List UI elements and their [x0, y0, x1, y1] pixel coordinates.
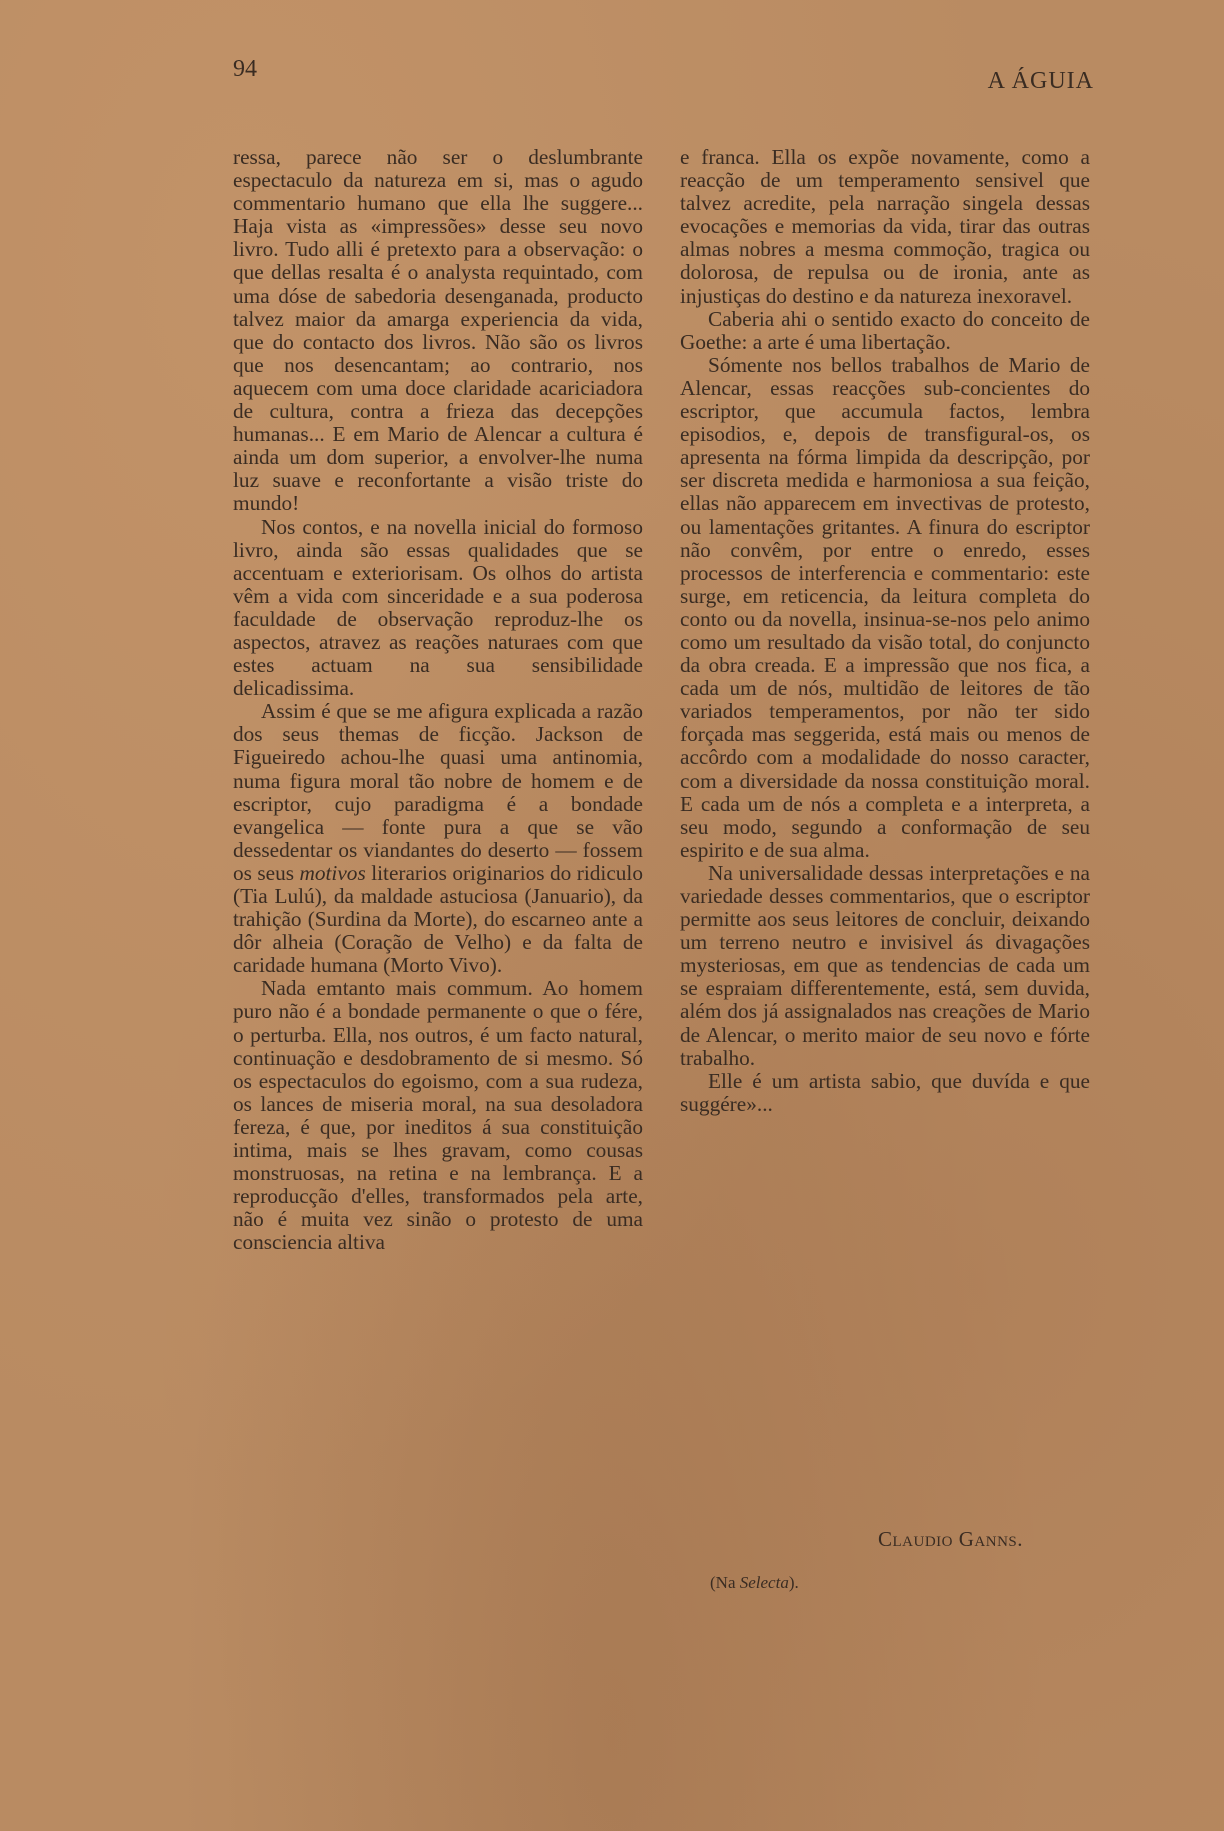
paragraph: Sómente nos bellos trabalhos de Mario de Alencar, essas reacções sub-concientes do escriptor, que accumula factos, lembra episodios, e, depois de transfigural-os, os apresenta na fórma limpida da descripção, por ser discreta medida e harmoniosa a sua feição, ellas não apparecem em invectivas de protesto, ou lamentações gritantes. A finura do escriptor não convêm, por entre o enredo, esses processos de interferencia e commentario: este surge, em reticencia, da leitura completa do conto ou da novella, insinua-se-nos pelo animo como um resultado da visão total, do conjuncto da obra creada. E a impressão que nos fica, a cada um de nós, multidão de leitores de tão variados temperamentos, por não ter sido forçada mas seggerida, está mais ou menos de accôrdo com a modalidade do nosso caracter, com a diversidade da nossa constituição moral. E cada um de nós a completa e a interpreta, a seu modo, segundo a conformação de seu espirito e de sua alma. [680, 352, 1090, 862]
text-run: Assim é que se me afigura explicada a razão dos seus themas de ficção. Jackson de Figueiredo achou-lhe quasi uma antinomia, numa figura moral tão nobre de homem e de escriptor, cujo paradigma é a bondade evangelica — fonte pura a que se vão dessedentar os viandantes do deserto — fossem os seus [233, 699, 643, 885]
paragraph: ressa, parece não ser o deslumbrante espectaculo da natureza em si, mas o agudo commentario humano que ella lhe suggere... Haja vista as «impressões» desse seu novo livro. Tudo alli é pretexto para a observação: o que dellas resalta é o analysta requintado, com uma dóse de sabedoria desenganada, producto talvez maior da amarga experiencia da vida, que do contacto dos livros. Não são os livros que nos desencantam; ao contrario, nos aquecem com uma doce claridade acariciadora de cultura, contra a frieza das decepções humanas... E em Mario de Alencar a cultura é ainda um dom superior, a envolver-lhe numa luz suave e reconfortante a visão triste do mundo! [233, 145, 643, 516]
paragraph [233, 700, 643, 977]
paragraph: e franca. Ella os expõe novamente, como a reacção de um temperamento sensivel que talvez acredite, pela narração singela dessas evocações e memorias da vida, tirar das outras almas nobres a mesma commoção, tragica ou dolorosa, de repulsa ou de ironia, ante as injustiças do destino e da natureza inexoravel. [680, 145, 1090, 308]
italic-term: motivos [299, 860, 366, 885]
author-signature: Claudio Ganns. [878, 1527, 1023, 1551]
page-number: 94 [233, 56, 257, 82]
paragraph: Nos contos, e na novella inicial do formoso livro, ainda são essas qualidades que se accentuam e exteriorisam. Os olhos do artista vêm a vida com sinceridade e a sua poderosa faculdade de observação reproduz-lhe os aspectos, atravez as reações naturaes com que estes actuam na sua sensibilidade delicadissima. [233, 514, 643, 701]
left-column [233, 146, 643, 1255]
paragraph: Nada emtanto mais commum. Ao homem puro não é a bondade permanente o que o fére, o perturba. Ella, nos outros, é um facto natural, continuação e desdobramento de si mesmo. Só os espectaculos do egoismo, com a sua rudeza, os lances de miseria moral, na sua desoladora fereza, é que, por ineditos á sua constituição intima, mais se lhes gravam, como cousas monstruosas, na retina e na lembrança. E a reproducção d'elles, transformados pela arte, não é muita vez sinão o protesto de uma consciencia altiva [233, 976, 643, 1255]
source-citation [710, 1573, 799, 1593]
paragraph: Elle é um artista sabio, que duvída e que suggére»... [680, 1068, 1090, 1116]
running-title: A ÁGUIA [987, 68, 1094, 94]
source-title: Selecta [739, 1573, 789, 1592]
source-prefix: (Na [710, 1573, 736, 1592]
source-suffix: ). [788, 1573, 799, 1592]
paragraph: Na universalidade dessas interpretações e na variedade desses commentarios, que o escriptor permitte aos seus leitores de concluir, deixando um terreno neutro e invisivel ás divagações mysteriosas, em que as tendencias de cada um se espraiam differentemente, está, sem duvida, além dos já assignalados nas creações de Mario de Alencar, o merito maior de seu novo e fórte trabalho. [680, 860, 1090, 1070]
right-column [680, 146, 1090, 1116]
paragraph: Caberia ahi o sentido exacto do conceito de Goethe: a arte é uma libertação. [680, 306, 1090, 354]
text-run: literarios originarios do ridiculo (Tia Lulú), da maldade astuciosa (Januario), da trahição (Surdina da Morte), do escarneo ante a dôr alheia (Coração de Velho) e da falta de caridade humana (Morto Vivo). [233, 860, 643, 978]
